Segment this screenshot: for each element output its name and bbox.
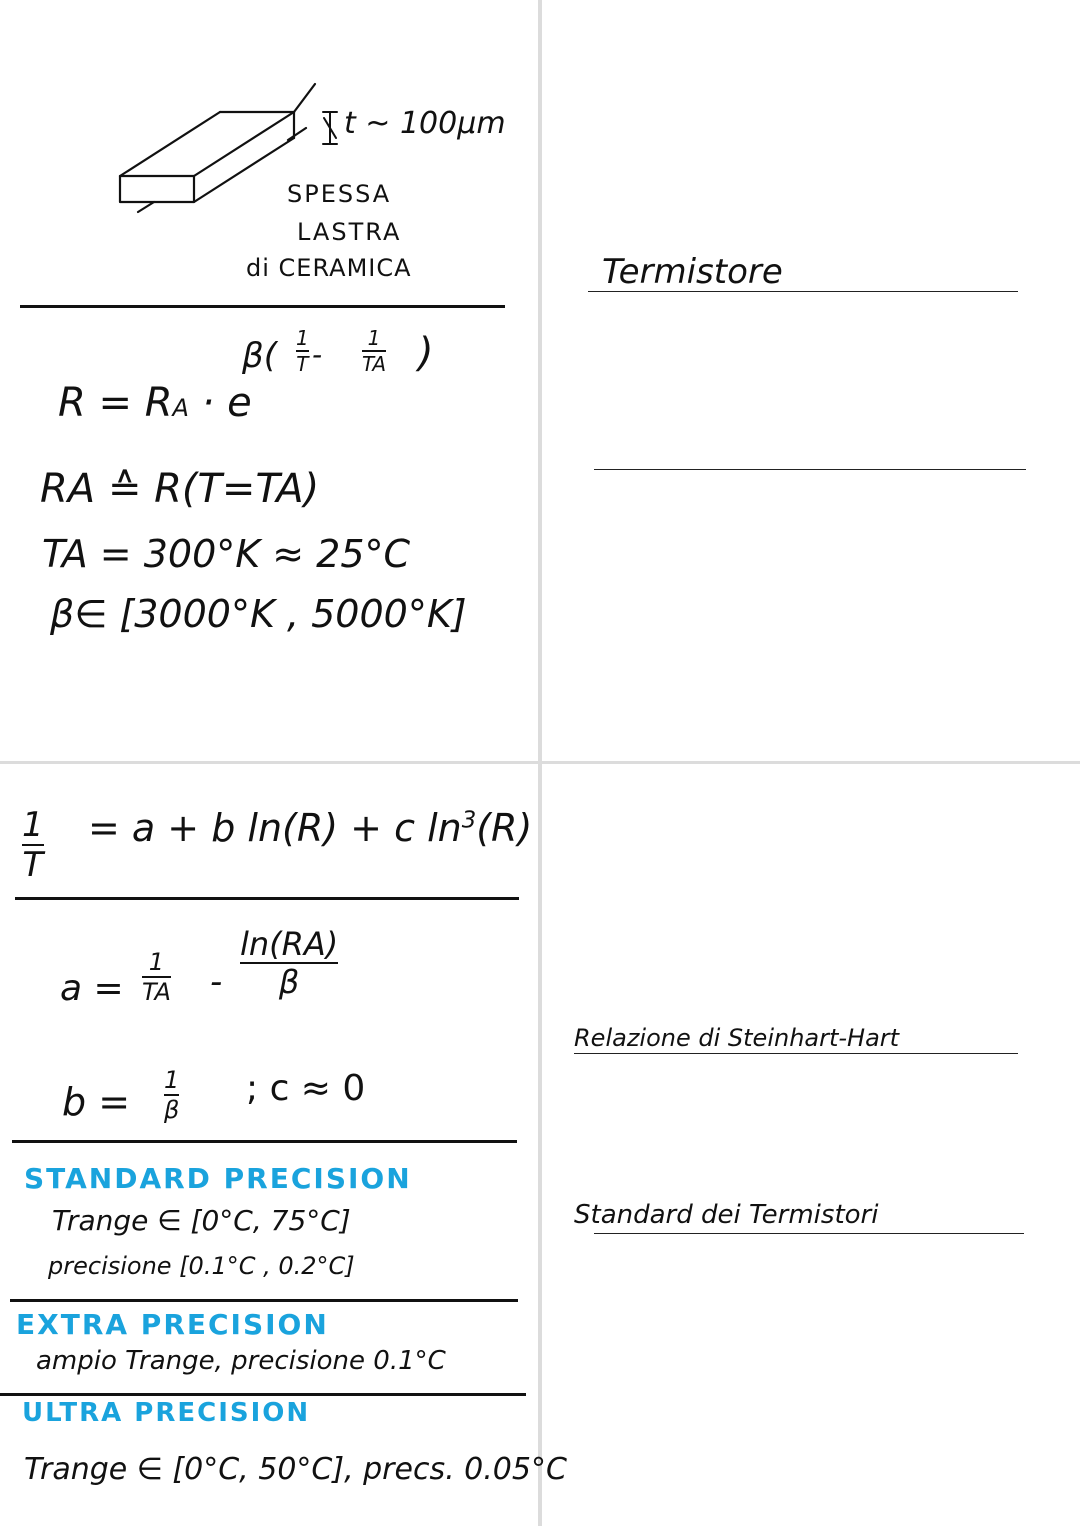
extra-precision-title: EXTRA PRECISION bbox=[16, 1308, 329, 1341]
std-title-underline bbox=[594, 1233, 1024, 1234]
thickness-marker-icon bbox=[318, 108, 342, 148]
horizontal-divider bbox=[0, 761, 1080, 764]
extra-line: ampio Trange, precisione 0.1°C bbox=[36, 1346, 446, 1376]
standard-trange: Trange ∈ [0°C, 75°C] bbox=[52, 1204, 351, 1237]
separator-line bbox=[20, 305, 505, 308]
ultra-precision-title: ULTRA PRECISION bbox=[22, 1398, 311, 1428]
thickness-label: t ~ 100μm bbox=[344, 106, 506, 141]
ra-definition: RA ≙ R(T=TA) bbox=[40, 466, 320, 512]
frac-1-over-TA: 1 TA bbox=[362, 326, 387, 376]
a-frac-1-over-TA: 1 TA bbox=[142, 948, 171, 1006]
frac-1-over-T: 1 T bbox=[296, 326, 309, 376]
exponent-close: ) bbox=[418, 330, 434, 376]
separator-line-5 bbox=[0, 1393, 526, 1396]
plate-caption-line1: SPESSA bbox=[287, 180, 392, 208]
separator-line-3 bbox=[12, 1140, 517, 1143]
b-lhs: b = bbox=[62, 1080, 131, 1124]
plate-caption-line2: LASTRA bbox=[297, 218, 402, 246]
plate-caption-line3: di CERAMICA bbox=[246, 254, 412, 282]
exponent-beta: β( bbox=[242, 336, 277, 376]
resistance-equation: R = RA · e bbox=[58, 380, 252, 426]
standard-precisione: precisione [0.1°C , 0.2°C] bbox=[48, 1252, 355, 1280]
a-minus: - bbox=[210, 962, 223, 1002]
separator-line-2 bbox=[15, 897, 519, 900]
steinhart-hart-equation: = a + b ln(R) + c $\ln^3(R)$ bbox=[88, 806, 533, 850]
blank-line bbox=[594, 469, 1026, 470]
steinhart-hart-title: Relazione di Steinhart-Hart bbox=[574, 1024, 900, 1052]
ultra-line: Trange ∈ [0°C, 50°C], precs. 0.05°C bbox=[24, 1452, 567, 1487]
standard-precision-title: STANDARD PRECISION bbox=[24, 1162, 412, 1195]
title-underline bbox=[588, 291, 1018, 292]
sh-frac-1-over-T: 1 T bbox=[22, 805, 44, 885]
separator-line-4 bbox=[10, 1299, 518, 1302]
termistore-title: Termistore bbox=[602, 252, 783, 292]
a-frac-ln-ra-over-beta: ln(RA) β bbox=[240, 925, 339, 1001]
c-approx: ; c ≈ 0 bbox=[246, 1068, 366, 1109]
exponent-minus: - bbox=[312, 338, 323, 371]
standard-termistori-title: Standard dei Termistori bbox=[574, 1200, 879, 1230]
a-lhs: a = bbox=[60, 968, 124, 1009]
b-frac-1-over-beta: 1 β bbox=[164, 1066, 180, 1124]
beta-range: β∈ [3000°K , 5000°K] bbox=[50, 592, 467, 636]
ta-value: TA = 300°K ≈ 25°C bbox=[42, 532, 411, 576]
sh-title-underline bbox=[574, 1053, 1018, 1054]
